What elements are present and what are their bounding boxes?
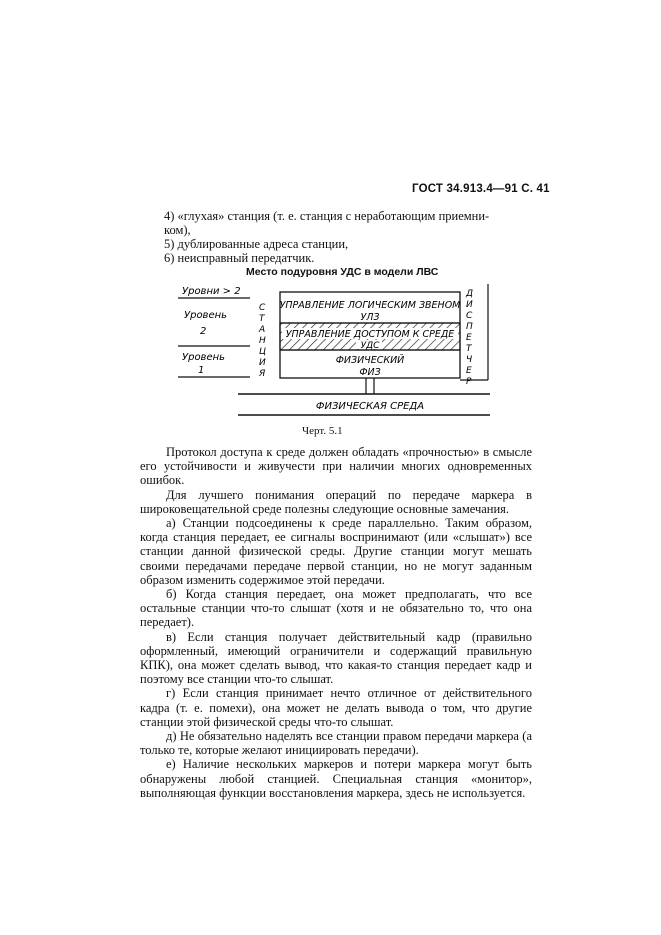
stations-label [258,303,266,379]
paragraph: д) Не обязательно наделять все станции правом передачи маркера (а только те, которые желают инициировать передачи). [140,729,532,758]
figure-title: Место подуровня УДС в модели ЛВС [246,266,439,278]
svg-text:Т: Т [259,314,265,324]
svg-text:И: И [259,358,266,368]
paragraph: а) Станции подсоединены к среде параллельно. Таким образом, когда станция передает, ее сигналы воспринимают (или «слышат») все станции данной физической среды. Другие станции могут мешать своими передачами передаче первой станции, но не могут заданным образом изменить содержимое этой передачи. [140,516,532,587]
mac-label: УПРАВЛЕНИЕ ДОСТУПОМ К СРЕДЕ [285,329,455,340]
svg-text:С: С [259,303,266,313]
level-label: Уровни > 2 [182,286,241,297]
svg-text:Е: Е [466,333,472,343]
svg-text:Е: Е [466,366,472,376]
svg-text:Ч: Ч [466,355,473,365]
list-item: 4) «глухая» станция (т. е. станция с неработающим приемни- [164,209,490,223]
svg-text:С: С [466,311,473,321]
paragraph: Для лучшего понимания операций по передаче маркера в широковещательной среде полезны следующие основные замечания. [140,487,532,516]
body-text [140,445,532,800]
svg-text:И: И [466,300,473,310]
page-header: ГОСТ 34.913.4—91 С. 41 [412,183,550,195]
phy-label: ФИЗИЧЕСКИЙ [335,355,405,366]
svg-text:П: П [466,322,473,332]
failure-list [164,209,524,265]
level-label: Уровень [184,310,228,321]
paragraph: г) Если станция принимает нечто отличное от действительного кадра (т. е. помехи), она может не делать вывода о том, что другие станции этой физической среды что-то слышат. [140,686,532,729]
list-item: 6) неисправный передатчик. [164,251,315,265]
list-item: ком), [164,223,191,237]
svg-text:А: А [259,325,266,335]
level-label: 2 [200,326,207,337]
level-label: Уровень [182,352,226,363]
mac-abbr: УДС [360,341,380,351]
phy-abbr: ФИЗ [359,367,381,378]
paragraph: б) Когда станция передает, она может предполагать, что все остальные станции что-то слышат (хотя и не обязательно то, что она передает). [140,587,532,630]
llc-label: УПРАВЛЕНИЕ ЛОГИЧЕСКИМ ЗВЕНОМ [279,300,461,311]
svg-text:Н: Н [259,336,266,346]
paragraph: Протокол доступа к среде должен обладать «прочностью» в смысле его устойчивости и живучести при наличии многих одновременных ошибок. [140,445,532,488]
svg-text:Ц: Ц [259,347,266,357]
paragraph: в) Если станция получает действительный кадр (правильно оформленный, имеющий ограничители и содержащий правильную КПК), она может сделать вывод, что какая-то станция передает кадр и поэтому все станции что-то слышат. [140,629,532,687]
svg-text:Д: Д [466,289,474,299]
svg-text:Я: Я [259,369,266,379]
figure-caption: Черт. 5.1 [302,425,343,437]
osi-diagram [170,282,500,422]
level-label: 1 [198,365,205,376]
paragraph: е) Наличие нескольких маркеров и потери маркера могут быть обнаружены любой станцией. Специальная станция «монитор», выполняющая функции восстановления маркера, здесь не используется. [140,757,532,800]
list-item: 5) дублированные адреса станции, [164,237,349,251]
svg-text:Т: Т [466,344,472,354]
medium-label: ФИЗИЧЕСКАЯ СРЕДА [315,401,425,412]
svg-text:Р: Р [466,377,472,387]
dispatcher-label [465,289,473,387]
llc-abbr: УЛЗ [360,312,380,323]
